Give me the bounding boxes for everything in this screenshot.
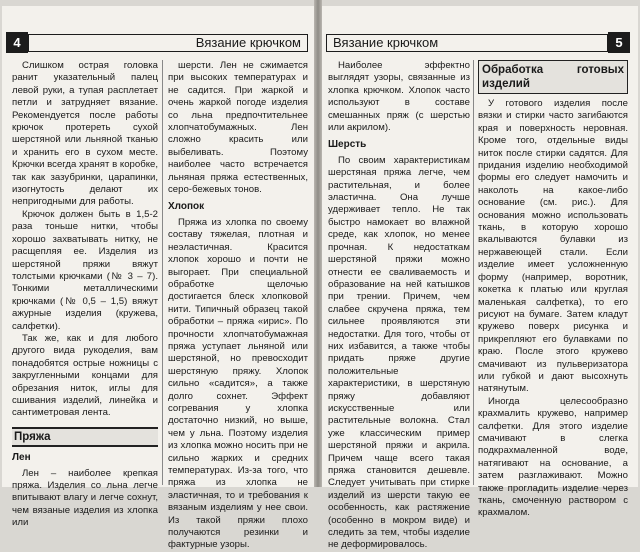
paragraph: Так же, как и для любого другого вида рукоделия, вам понадобятся острые ножницы с закругленными концами для обрезания ниток, иглы для сшивания изделий, линейка и сантиметровая лента. bbox=[12, 332, 158, 419]
paragraph: шерсти. Лен не сжимается при высоких температурах и не садится. При жаркой и очень жаркой погоде изделия со льна предпочтительнее хлопчатобумажных. Лен сложно красить или выбеливать. Поэтому наиболее часто встречается льняная пряжа естественных, серо-бежевых тонов. bbox=[168, 60, 308, 196]
section-heading-yarn: Пряжа bbox=[12, 427, 158, 447]
paragraph: Иногда целесообразно крахмалить кружево, например салфетки. Для этого изделие смачивают в слегка подкрахмаленной воде, натягивают на основание, а затем разглаживают. Можно также прогладить изделие через ткань, смоченную раствором с крахмалом. bbox=[478, 395, 628, 519]
left-page bbox=[2, 6, 314, 551]
paragraph: По своим характеристикам шерстяная пряжа легче, чем растительная, и более эластична. Она лучше удерживает тепло. Не так быстро намокает во влажной среде, как хлопок, но менее прочная. К недостаткам шерстяной пряжи можно отнести ее сваливаемость и образование на ней катышков при трении. Причем, чем слабее скручена пряжа, тем сильнее проявляются эти недостатки. Для того, чтобы от них избавится, а также чтобы придать пряже другие положительные характеристики, в шерстяную пряжу добавляют искусственные или растительные волокна. Стал уже классическим пример шерстяной пряжи и акрила. Причем чаще всего такая пряжа становится дешевле. Следует учитывать при стирке изделий из шерсти такую ее особенность, как растяжение (особенно в мокром виде) и следить за тем, чтобы изделие не деформировалось. bbox=[328, 154, 470, 551]
paragraph: Крючок должен быть в 1,5-2 раза тоньше нитки, чтобы хорошо захватывать нитку, не расщепляя ее. Изделия из шерстяной пряжи вяжут толстыми крючками (№ 3 – 7). Тонкими металлическими крючками (№ 0,5 – 1,5) вяжут ажурные изделия (кружева, салфетки). bbox=[12, 208, 158, 332]
right-page bbox=[322, 6, 638, 551]
subheading-linen: Лен bbox=[12, 452, 31, 464]
section-heading-finishing: Обработка готовых изделий bbox=[478, 60, 628, 94]
paragraph: Наиболее эффектно выглядят узоры, связанные из хлопка крючком. Хлопок часто используют в составе смешанных пряж (с шерстью или акрилом). bbox=[328, 60, 470, 134]
paragraph: Слишком острая головка ранит указательный палец левой руки, а тупая расплетает петли и затрудняет вязание. Рекомендуется после работы крючок протереть сухой шерстяной или льняной тканью и хранить его в сухом месте. Крючки всегда хранят в коробке, так как зазубринки, царапинки, изогнутость делают их непригодными для работы. bbox=[12, 60, 158, 208]
running-title: Вязание крючком bbox=[326, 34, 608, 52]
column-divider bbox=[162, 60, 163, 485]
running-title: Вязание крючком bbox=[28, 34, 308, 52]
paragraph: У готового изделия после вязки и стирки часто загибаются края и поверхность неровная. Кроме того, отдельные виды ниток после стирки садятся. Для придания изделию необходимой формы его следует намочить и наколоть на какое-либо основание (см. рис.). Для основания можно использовать ткань, в которую хорошо вкалываются булавки из нержавеющей стали. Если изделие имеет усложненную форму (например, воротник, кокетка к платью или круглая маленькая салфетка), то его рисуют на бумаге. Затем кладут кружево поверх рисунка и прикрепляют его булавками по краю. После этого кружево смачивают из пульверизатора или губкой и дают высохнуть натянутым. bbox=[478, 98, 628, 395]
right-column-1 bbox=[328, 60, 470, 552]
subheading-wool: Шерсть bbox=[328, 139, 367, 151]
paragraph: Пряжа из хлопка по своему составу тяжелая, плотная и неэластичная. Красится хлопок хорошо и почти не выгорает. При специальной обработке щелочью достигается блеск хлопковой нити. Типичный образец такой обработки – пряжа «ирис». По прочности хлопчатобумажная пряжа уступает льняной или шерстяной, но превосходит шерстяную пряжу. Хлопок сильно «садится», а также долго сохнет. Эффект согревания у хлопка достаточно низкий, но выше, чем у льна. Поэтому изделия из хлопка можно носить при не сильно жарких и средних температурах. Из-за того, что пряжа из хлопка не эластичная, то и требования к вязаным изделиям у нее свои. Из такой пряжи плохо получаются резинки и фактурные узоры. bbox=[168, 216, 308, 551]
left-page-header bbox=[6, 32, 308, 53]
paragraph: Лен – наиболее крепкая пряжа. Изделия со льна легче впитывают влагу и легче сохнут, чем вязаные изделия из хлопка или bbox=[12, 467, 158, 529]
right-page-header bbox=[326, 32, 630, 53]
left-column-2 bbox=[168, 60, 308, 552]
column-divider bbox=[473, 60, 474, 485]
page-number: 5 bbox=[608, 32, 630, 53]
page-number: 4 bbox=[6, 32, 28, 53]
subheading-cotton: Хлопок bbox=[168, 201, 205, 213]
left-column-1 bbox=[12, 60, 158, 530]
right-column-2 bbox=[478, 60, 628, 520]
book-gutter bbox=[314, 0, 322, 487]
